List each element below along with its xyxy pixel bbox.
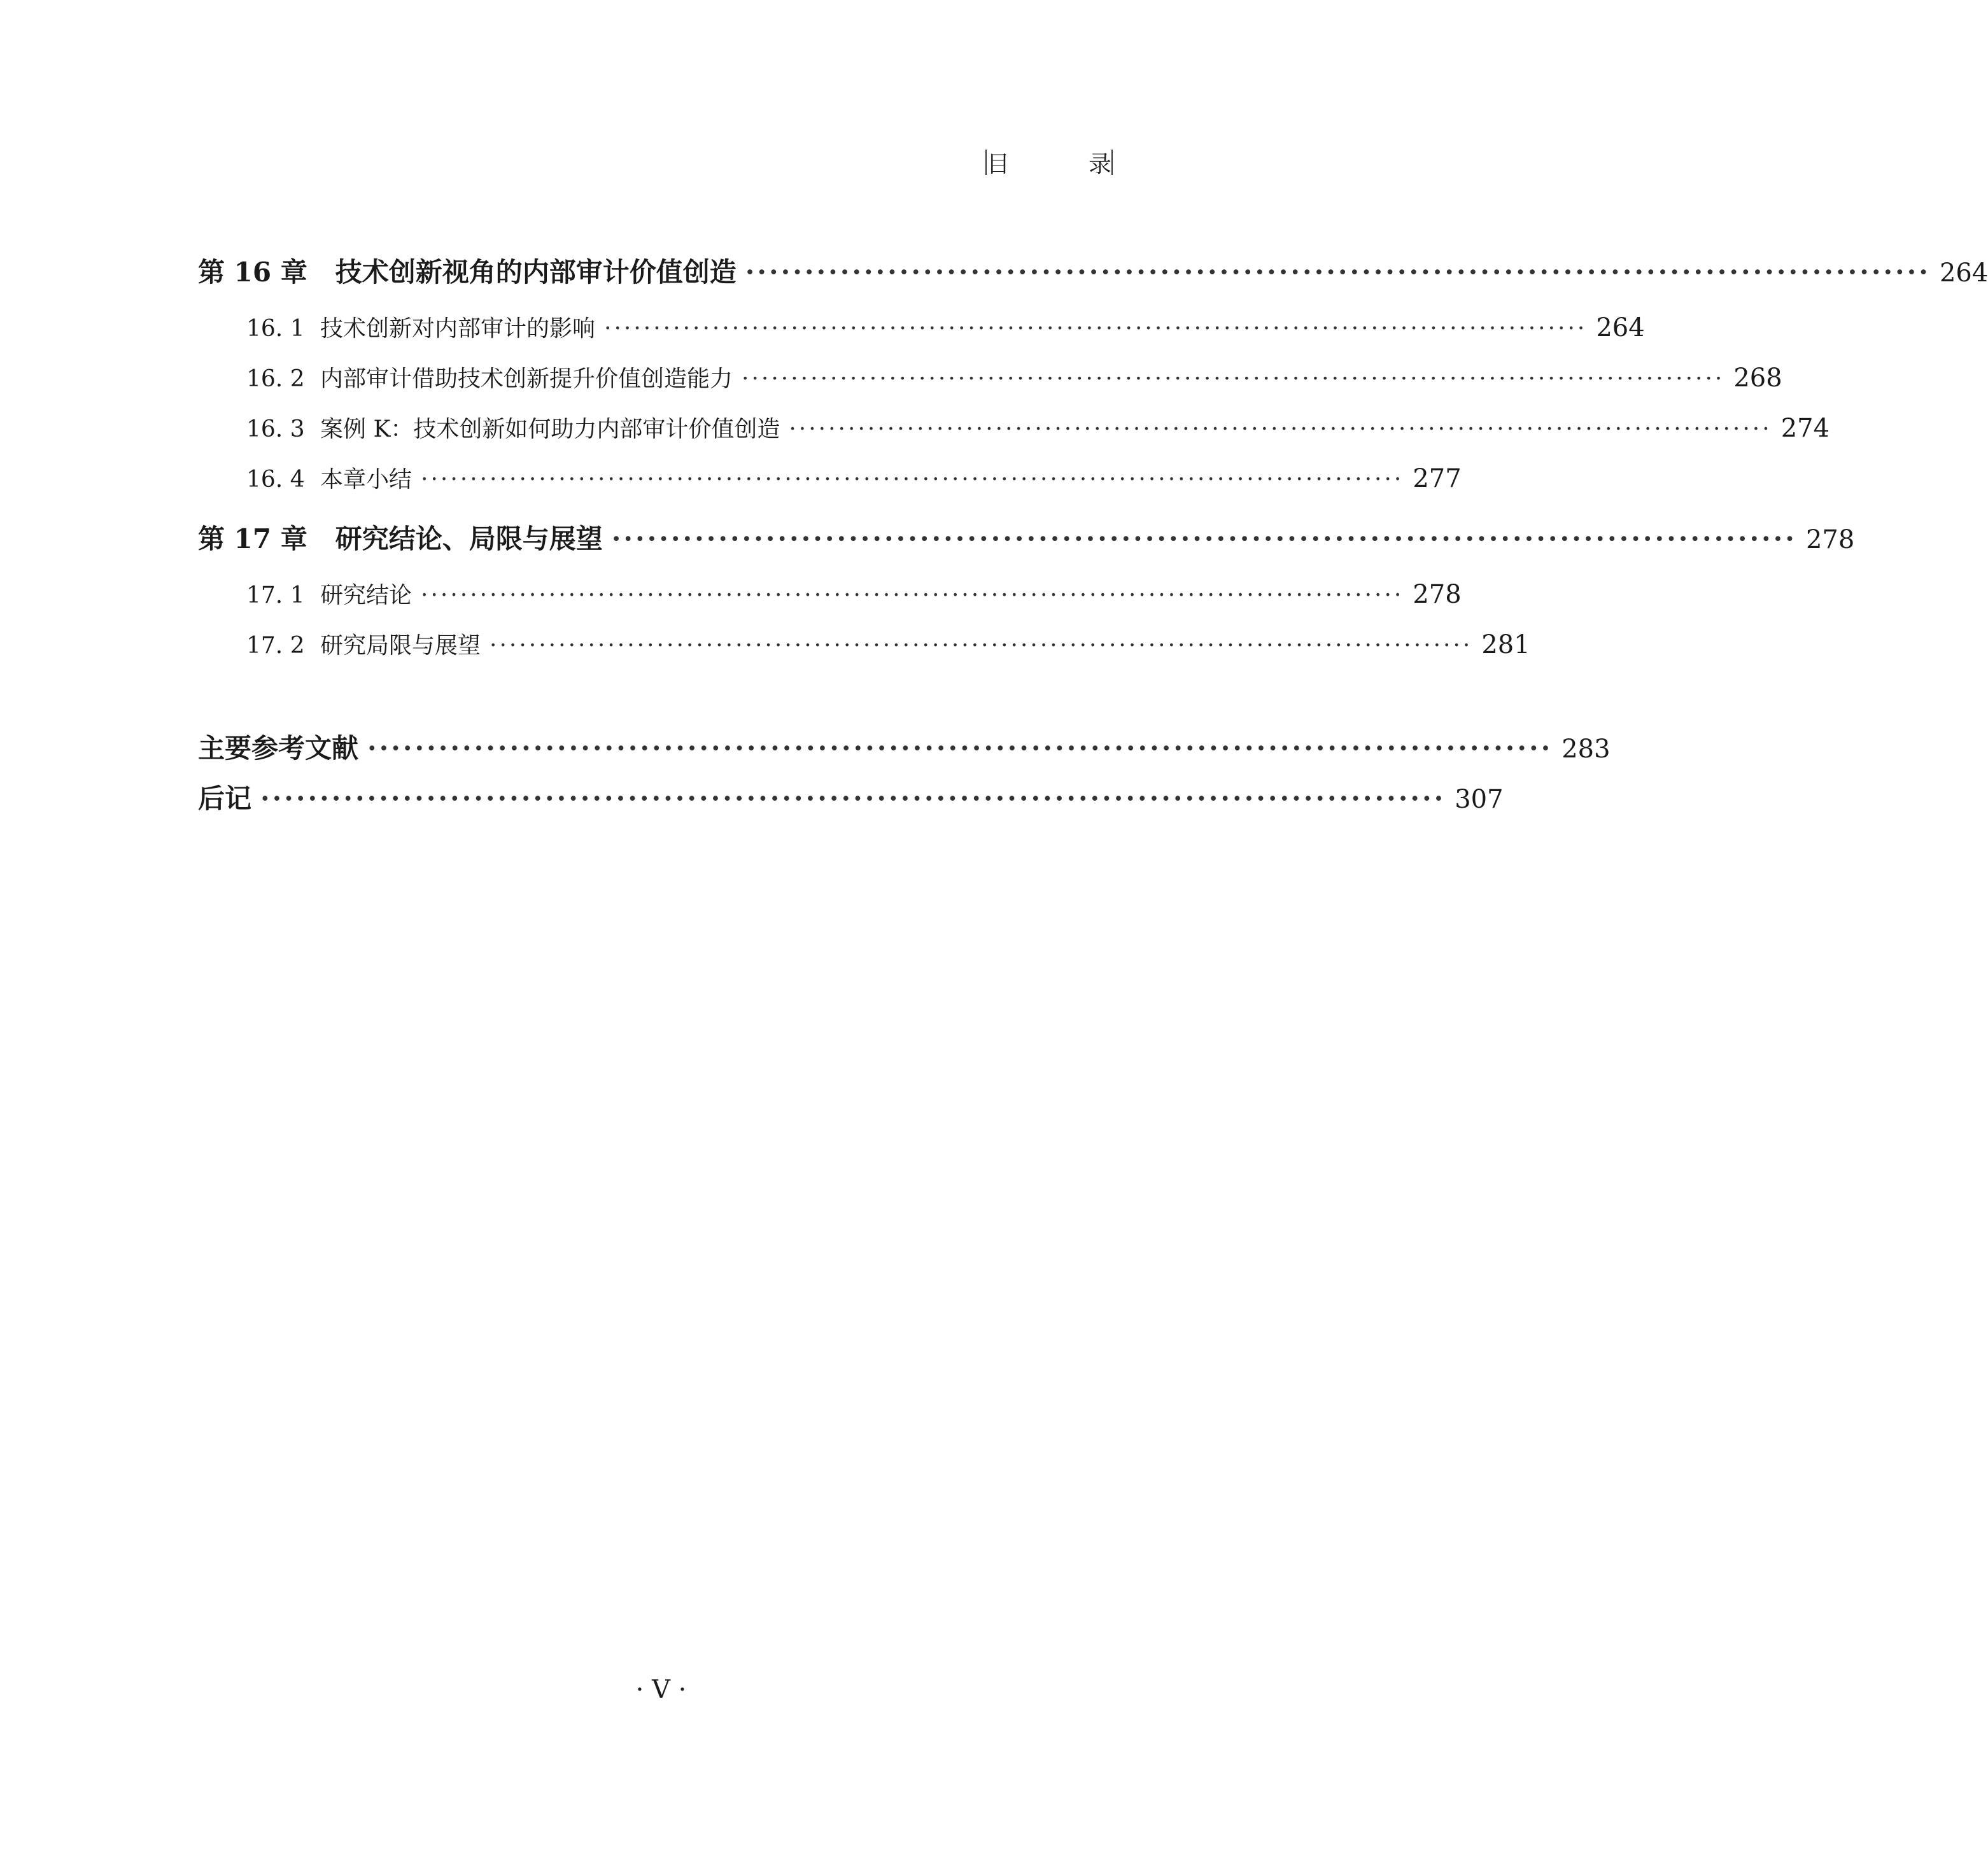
toc-references[interactable] xyxy=(198,728,1611,766)
section-number: 17. 2 xyxy=(246,633,305,659)
header-right-rule xyxy=(1111,150,1113,175)
section-number: 16. 4 xyxy=(246,467,305,493)
section-number: 16. 3 xyxy=(246,416,305,442)
page-number: 307 xyxy=(1455,785,1504,814)
dot-leader: ···································································································· xyxy=(789,416,1772,442)
toc-section-16-2[interactable] xyxy=(198,361,1782,393)
toc-chapter-16[interactable] xyxy=(198,251,1988,290)
section-title: 案例 K：技术创新如何助力内部审计价值创造 xyxy=(320,416,780,442)
chapter-number: 第 17 章 xyxy=(198,523,307,554)
toc-chapter-17[interactable] xyxy=(198,518,1855,556)
page-number: 277 xyxy=(1413,464,1462,493)
section-number: 16. 2 xyxy=(246,366,305,392)
chapter-number: 第 16 章 xyxy=(198,257,307,288)
toc-section-16-4[interactable] xyxy=(198,461,1462,494)
toc-section-17-1[interactable] xyxy=(198,577,1462,610)
section-title: 研究局限与展望 xyxy=(320,633,481,659)
back-matter-title: 后记 xyxy=(198,783,252,814)
page-number: 281 xyxy=(1481,630,1530,659)
header-char-1: 目 xyxy=(987,151,1010,178)
dot-leader: ···································································································· xyxy=(490,633,1473,659)
section-title: 技术创新对内部审计的影响 xyxy=(320,316,596,342)
toc-section-17-2[interactable] xyxy=(198,628,1530,660)
page-number: 264 xyxy=(1939,258,1988,288)
dot-leader: ···································································································· xyxy=(742,366,1725,392)
back-matter-title: 主要参考文献 xyxy=(198,733,359,764)
dot-leader: ···································································································· xyxy=(421,467,1404,493)
page-number: 283 xyxy=(1561,735,1611,764)
dot-leader: ···································································································· xyxy=(260,783,1446,814)
page-number: 278 xyxy=(1805,525,1855,554)
running-header xyxy=(985,145,1113,179)
section-title: 内部审计借助技术创新提升价值创造能力 xyxy=(320,366,733,392)
page-number: 268 xyxy=(1733,363,1782,393)
section-title: 本章小结 xyxy=(320,467,412,493)
toc-afterword[interactable] xyxy=(198,778,1504,816)
page-number: 264 xyxy=(1596,313,1645,342)
toc-section-16-1[interactable] xyxy=(198,311,1645,343)
section-number: 17. 1 xyxy=(246,582,305,608)
toc-section-16-3[interactable] xyxy=(198,411,1830,444)
page-number: 278 xyxy=(1413,580,1462,609)
page-number: 274 xyxy=(1780,414,1830,443)
section-number: 16. 1 xyxy=(246,316,305,342)
page-folio: · V · xyxy=(635,1675,687,1705)
header-char-2: 录 xyxy=(1088,151,1111,178)
chapter-title: 研究结论、局限与展望 xyxy=(335,523,603,554)
chapter-title: 技术创新视角的内部审计价值创造 xyxy=(335,257,737,288)
section-title: 研究结论 xyxy=(320,582,412,608)
dot-leader: ···································································································· xyxy=(367,733,1553,764)
dot-leader: ···································································································· xyxy=(745,257,1931,288)
dot-leader: ···································································································· xyxy=(611,523,1797,554)
dot-leader: ···································································································· xyxy=(421,582,1404,608)
dot-leader: ···································································································· xyxy=(604,316,1588,342)
